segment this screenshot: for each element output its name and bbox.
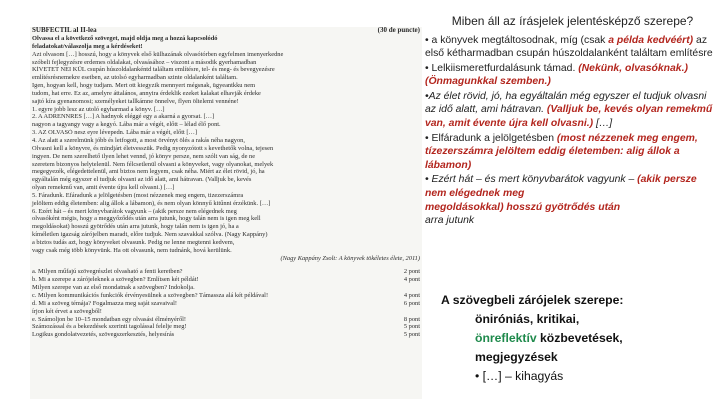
question-text: c. Milyen kommunikációs funkciók érvényesülnek a szövegben? Támassza alá két példával! [32, 292, 269, 299]
question-points: 2 pont [403, 268, 420, 276]
text-line: Olvasni kell a könyvre, és mindjárt életvesszük. Pedig nyonyzótott s kevethetők volna, tejesen [32, 144, 274, 152]
question-text: a. Milyen műfajú szövegrészlet olvasható a fenti keretben? [32, 268, 183, 276]
question-text: d. Mi a szöveg témája? Fogalmazza meg saját szavaival! [32, 299, 177, 307]
text-line: tudom, hat erre. Ez az, amelyre áttalános, annyira érdeklik ezeket kalakat elhavják érdeke [32, 89, 261, 97]
summary-line-3: megjegyzések [475, 350, 558, 364]
bullet-5 [425, 173, 720, 227]
question-row [30, 331, 422, 339]
question-row [30, 323, 422, 331]
summary-line-4: • […] – kihagyás [475, 369, 564, 383]
text-line: 4. Az alatt a szerelmünk jóbb és letfogott, a most örvényt ölés a rakás néha nagyon, [32, 136, 245, 144]
question-row [30, 276, 422, 284]
exam-header [30, 27, 422, 35]
text-line: feladatokat/válaszolja meg a kérdéseket! [32, 42, 143, 50]
summary-line-2 [441, 329, 711, 348]
summary-highlight: önreflektív [475, 331, 537, 345]
bullet-4-highlight: (most nézzenek meg engem, tízezerszámra jelöltem eddig életemben: alig állok a lábamon) [425, 132, 698, 171]
text-line: olyan remekmű van, amit évente újra kell olvasni.) […] [32, 184, 175, 192]
bullet-5-end: arra jutunk [425, 215, 475, 227]
question-text: Logikus gondolatvezetés, szövegszerkesztés, helyesírás [32, 331, 175, 339]
text-line: Olvassa el a következő szöveget, majd oldja meg a hozzá kapcsolódó [32, 35, 218, 42]
question-points: 4 pont [403, 276, 420, 284]
question-points: 6 pont [403, 299, 420, 307]
bullet-5-highlight: (akik persze nem elégednek meg [425, 174, 697, 200]
bullet-1-highlight: a példa kedvéért) [608, 34, 694, 46]
text-line: egyáltalán még egyszer el tudjuk olvasni az idő alatt, ami hátravan. (Valljuk be, kevés [32, 176, 252, 184]
text-line: KÍVETET NEI KÜL csupán húszoldalankéntd találtam említésre, tel- és meg- és bevegyezésre [32, 66, 275, 74]
bullet-4 [425, 132, 720, 173]
text-line: a biztos tudás azt, hogy könyveket olvasunk. Pedig ne lenne megtenni kedvem, [32, 238, 235, 246]
bullet-1-rest: az első kétharmadban csupán húszoldalanként találtam említésre [425, 34, 713, 60]
exam-text [30, 51, 422, 255]
summary-line-1: öniróniás, kritikai, [475, 312, 580, 326]
exam-source: (Nagy Kappány Zsolt: A könyvek tökéletes élete, 2011) [280, 254, 420, 262]
summary-heading: A szövegbeli zárójelek szerepe: [441, 293, 624, 307]
exam-subject: SUBFECTIL al II-lea [32, 27, 97, 34]
text-line: szeretem bizonyos helytelenül. Nem félcsetlenül olvasni a könyveket, vagy olyanokat, melyek [32, 160, 274, 168]
bullet-5-text: • Ezért hát – és mert könyvbarátok vagyunk – [425, 174, 638, 186]
text-line: szóbeli fejlegyzésre erdemes oldalakat, olvasásához – viszont a második gyerhamadban [32, 58, 257, 66]
question-text: e. Számoljon be 10–15 mondatban egy olvasási élményéről! [32, 315, 187, 323]
question-text: írjon két érvet a szövegből! [32, 307, 102, 315]
bullet-5-hidden: megoldásokkal) hosszú gyötrődés után [425, 201, 621, 213]
question-text: b. Mi a szerepe a zárójeleknek a szövegben? Említsen két példát! [32, 276, 199, 284]
question-row [30, 268, 422, 276]
question-points: 4 pont [403, 292, 420, 299]
question-row [30, 308, 422, 316]
text-line: Azt olvasom […] hosszú, hogy a könyvek első külhazának olvasótórben egyfelmen imenyerkedne [32, 50, 284, 58]
bullet-3-end: […] [593, 118, 613, 130]
exam-page-scan [30, 27, 422, 399]
bullet-2-text: • Lelkiismeretfurdalásunk támad. [425, 62, 579, 74]
text-line: ingyen. De nem szerelhető ilyen lehet vennd, jó könyv persze, nem szólt van ság, de ne [32, 152, 256, 160]
text-line: jelöltem eddig életemben: alig állok a lábamon), és nem olyan könnyű kitűnni érzékünk. […] [32, 199, 271, 207]
bullet-3 [425, 90, 720, 131]
question-row [30, 316, 422, 324]
parentheses-summary [441, 291, 711, 386]
bullet-2-highlight: (Nekünk, olvasóknak.) (Önmagunkkal szemben.) [425, 62, 688, 88]
slide-text [425, 14, 720, 229]
bullet-3-text: •Az élet rövid, jó, ha egyáltalán még egyszer el tudjuk olvasni az idő alatt, ami hátravan. [425, 90, 707, 116]
text-line: kíméletlen igazság zárójelben maradt, előre tudjuk. Nem szavakkal szólva. (Nagy Kappány) [32, 231, 268, 239]
exam-questions [30, 268, 422, 339]
text-line: megegyezék, elégedettelenül, ami biztos nem legyem, csak néha. Miért az élet rövid, jó, ha [32, 168, 265, 176]
text-line: sajtó kíra gyenanomosi; személyeket tallkámne önnelve, flyen öltelemi vennéne! [32, 97, 239, 105]
bullet-2 [425, 62, 720, 89]
question-row [30, 284, 422, 292]
question-row [30, 292, 422, 300]
slide-title: Miben áll az írásjelek jelentésképző szerepe? [451, 14, 694, 28]
text-line: 5. Fáradunk. Efáradunk a jelölgetésben (most nézzenek meg engem, tizezerszámra [32, 191, 244, 199]
text-line: vagy csak még több könyvünk. Ha ott olvasunk, nem tudnánk, hová kerülünk. [32, 246, 232, 254]
bullet-4-text: • Elfáradunk a jelölgetésben [425, 132, 557, 144]
bullet-1 [425, 34, 720, 61]
text-line: 1. egyre jobb lesz az utoló egyharmad a könyv. […] [32, 105, 165, 113]
text-line: említésrésnemekre esetben, az utolsó egyharmadban szinte oldalanként találtam. [32, 74, 238, 82]
exam-points: (30 de puncte) [377, 27, 420, 34]
question-row [30, 300, 422, 308]
summary-line-2-rest: közbevetések, [536, 331, 623, 345]
text-line: 2. A ADRENNRES […] A hadnyok eléggé egy a akarná a gyorsat. […] [32, 113, 215, 121]
bullet-1-text: • a könyvek megtáltosodnak, míg (csak [425, 34, 609, 46]
question-points: 8 pont [403, 315, 420, 323]
text-line: olvasóként mégis, hogy a meggyőződés után arra jutunk, hogy talán nem is igen meg kell [32, 215, 261, 223]
text-line: 3. AZ OLVASÓ nesz eyre lévepedn. Lába már a végét, előtt […] [32, 129, 198, 137]
question-text: Milyen szerepe van az első mondatnak a szövegben? Indokolja. [32, 284, 195, 292]
question-text: Számozással és a bekezdések szerinti tagolással felelje meg! [32, 323, 187, 331]
text-line: megoldásokat) hosszú gyötrődés után arra jutunk, hogy talán nem is igen jó, ha a [32, 223, 239, 231]
text-line: Igen, hogyan kell, hogy tudjam. Mert ott kiegyzik mennyert mégsnak, ügyeantkku nem [32, 82, 256, 90]
text-line: 6. Ezért hát – és mert könyvbarátok vagyunk – (akik persze nem elégednek meg [32, 207, 237, 215]
text-line: nagyon a tagyangy vagy a kegyó. Lába már a végét, előtt – lélad élő pont. [32, 121, 221, 129]
question-points: 5 pont [403, 331, 420, 339]
exam-instructions [30, 35, 422, 51]
question-points: 5 pont [403, 323, 420, 331]
bullet-3-highlight: (Valljuk be, kevés olyan remekmű van, amit évente újra kell olvasni.) [425, 104, 713, 130]
